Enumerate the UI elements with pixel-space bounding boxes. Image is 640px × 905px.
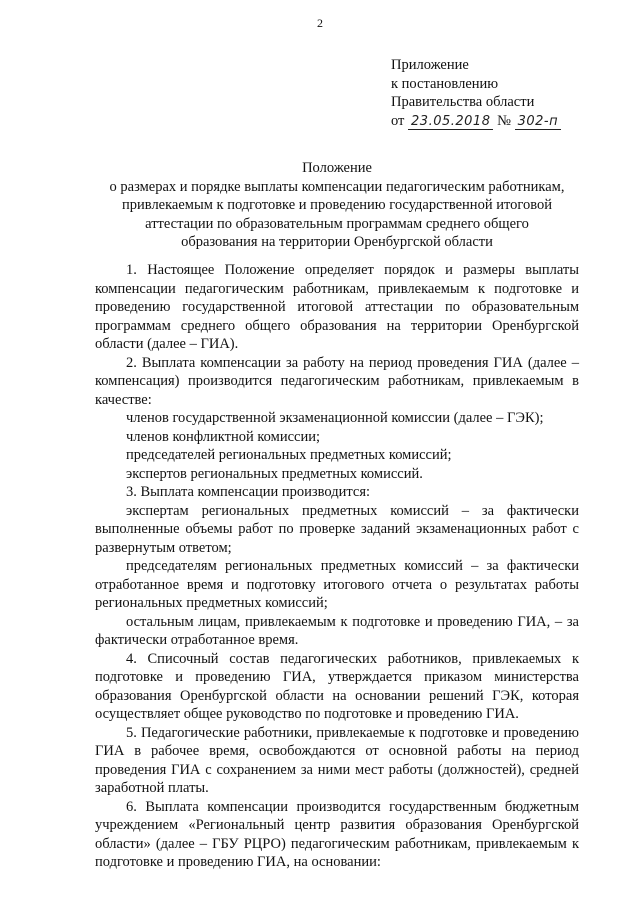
appendix-block — [391, 56, 561, 131]
list-item: членов государственной экзаменационной комиссии (далее – ГЭК); — [126, 410, 544, 426]
title-line-2: привлекаемым к подготовке и проведению государственной итоговой — [122, 197, 552, 213]
paragraph-5: 5. Педагогические работники, привлекаемые к подготовке и проведению ГИА в рабочее время, освобождаются от основной работы на период проведения ГИА с сохранением за ними мест работы (должностей), средней заработной платы. — [95, 724, 579, 796]
title-line-3: аттестации по образовательным программам среднего общего — [145, 215, 529, 232]
paragraph-1: 1. Настоящее Положение определяет порядок и размеры выплаты компенсации педагогическим работникам, привлекаемым к подготовке и проведению государственной итоговой аттестации по образовательным программам среднего общего образования на территории Оренбургской области (далее – ГИА). — [95, 262, 579, 352]
date-prefix: от — [391, 112, 405, 129]
title-heading: Положение — [302, 160, 372, 176]
appendix-line-1: Приложение — [391, 57, 469, 73]
document-title — [95, 159, 579, 252]
paragraph-3-others: остальным лицам, привлекаемым к подготовке и проведению ГИА, – за фактически отработанное время. — [95, 613, 579, 648]
list-item: председателей региональных предметных комиссий; — [126, 447, 452, 463]
list-item: членов конфликтной комиссии; — [126, 428, 321, 445]
list-item: экспертов региональных предметных комиссий. — [126, 465, 423, 482]
document-body — [95, 261, 579, 872]
paragraph-2: 2. Выплата компенсации за работу на период проведения ГИА (далее – компенсация) производится педагогическим работникам, привлекаемым в качестве: — [95, 354, 579, 408]
appendix-line-2: к постановлению — [391, 75, 499, 92]
title-line-1: о размерах и порядке выплаты компенсации педагогическим работникам, — [109, 178, 565, 195]
page-number: 2 — [317, 16, 323, 30]
paragraph-4: 4. Списочный состав педагогических работников, привлекаемых к подготовке и проведению ГИА, утверждается приказом министерства образования Оренбургской области на основании решений ГЭК, которая осуществляет общее руководство по подготовке и проведению ГИА. — [95, 650, 579, 722]
title-line-4: образования на территории Оренбургской области — [181, 234, 493, 250]
appendix-line-3: Правительства области — [391, 94, 535, 110]
handwritten-number: 302-п — [515, 114, 562, 130]
appendix-date-line — [391, 112, 561, 132]
handwritten-date: 23.05.2018 — [408, 114, 493, 130]
paragraph-3-experts: экспертам региональных предметных комиссий – за фактически выполненные объемы работ по проверке заданий экзаменационных работ с развернутым ответом; — [95, 502, 579, 556]
paragraph-3: 3. Выплата компенсации производится: — [126, 484, 371, 500]
paragraph-6: 6. Выплата компенсации производится государственным бюджетным учреждением «Региональный центр развития образования Оренбургской области» (далее – ГБУ РЦРО) педагогическим работникам, привлекаемым к подготовке и проведению ГИА, на основании: — [95, 798, 579, 870]
paragraph-3-chairs: председателям региональных предметных комиссий – за фактически отработанное время и подготовку итогового отчета о результатах работы региональных предметных комиссий; — [95, 558, 579, 611]
number-sign: № — [497, 112, 511, 129]
